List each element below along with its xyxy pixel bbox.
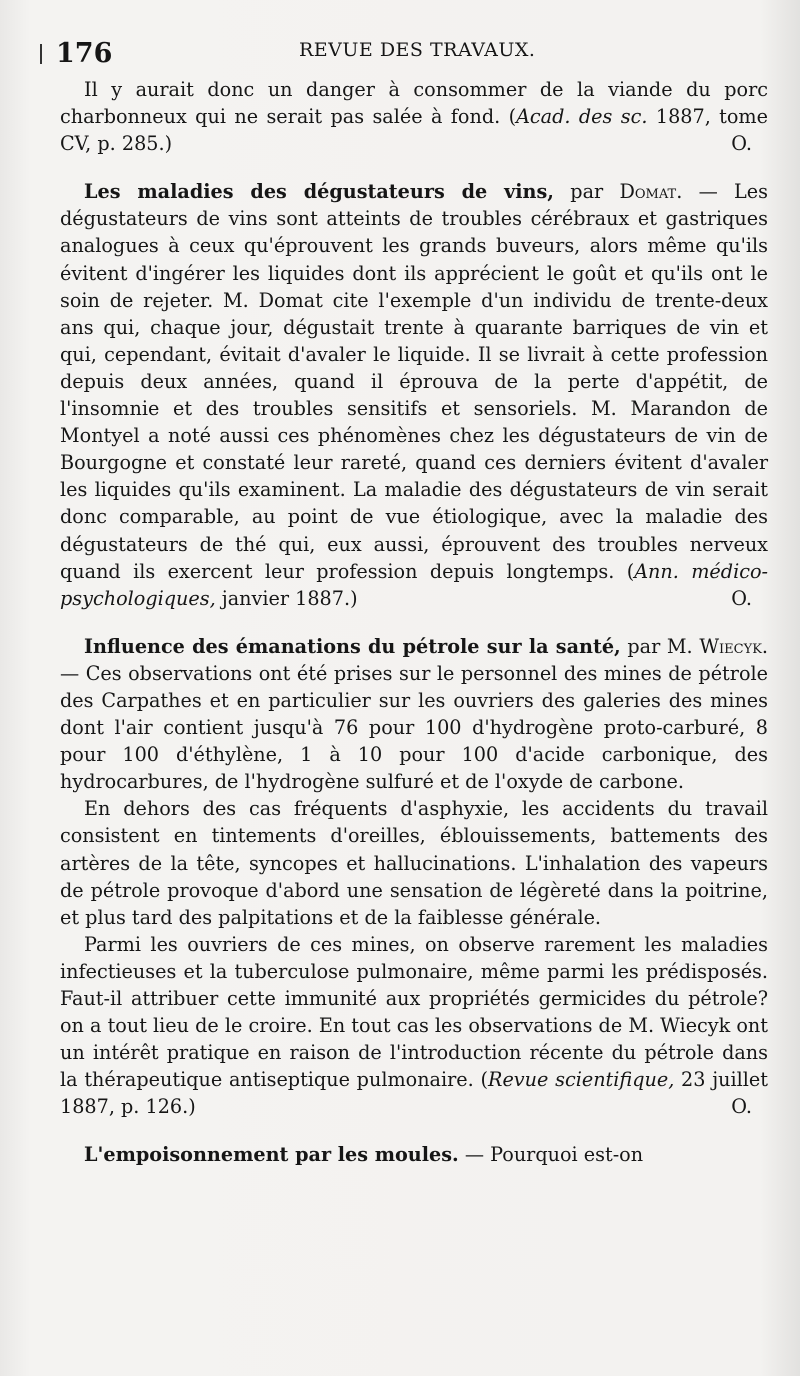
- citation-source: Acad. des sc.: [516, 105, 648, 129]
- paragraph-petrole: Influence des émanations du pétrole sur la santé, par M. Wiecyk. — Ces observations ont été prises sur le personnel des mines de pétrole des Carpathes et en particulier sur les ouvriers des galeries des mines dont l'air contient jusqu'à 76 pour 100 d'hydrogène proto-carburé, 8 pour 100 d'éthylène, 1 à 10 pour 100 d'acide carbonique, des hydrocarbures, de l'hydrogène sulfuré et de l'oxyde de carbone.: [60, 634, 769, 794]
- section-heading: L'empoisonnement par les moules.: [84, 1143, 459, 1167]
- running-title: REVUE DES TRAVAUX.: [299, 39, 536, 61]
- page-number: 176: [56, 38, 113, 69]
- author-name: Domat: [619, 180, 677, 204]
- author-initial: O.: [731, 1095, 752, 1119]
- paragraph-porc-charbonneux: Il y aurait donc un danger à consommer de la viande du porc charbonneux qui ne serait pas salée à fond. (Acad. des sc. 1887, tome CV, p. 285.) O.: [60, 76, 768, 157]
- author-name: Wiecyk: [699, 634, 762, 658]
- section-heading: Influence des émanations du pétrole sur la santé,: [84, 634, 621, 658]
- citation-source: Revue scientifique,: [488, 1068, 675, 1092]
- article-body: [60, 76, 768, 1169]
- paragraph-accidents: En dehors des cas fréquents d'asphyxie, les accidents du travail consistent en tintements d'oreilles, éblouissements, battements des artères de la tête, syncopes et hallucinations. L'inhalation des vapeurs de pétrole provoque d'abord une sensation de légèreté dans la poitrine, et plus tard des palpitations et de la faiblesse générale.: [60, 797, 768, 929]
- author-initial: O.: [731, 132, 752, 156]
- paragraph-degustateurs: Les maladies des dégustateurs de vins, par Domat. — Les dégustateurs de vins sont atteints de troubles cérébraux et gastriques analogues à ceux qu'éprouvent les grands buveurs, alors même qu'ils évitent d'ingérer les liquides dont ils apprécient le goût et qu'ils ont le soin de rejeter. M. Domat cite l'exemple d'un individu de trente-deux ans qui, chaque jour, dégustait trente à quarante barriques de vin et qui, cependant, évitait d'avaler le liquide. Il se livrait à cette profession depuis deux années, quand il éprouva de la perte d'appétit, de l'insomnie et des troubles sensitifs et sensoriels. M. Marandon de Montyel a noté aussi ces phénomènes chez les dégustateurs de vin de Bourgogne et constaté leur rareté, quand ces derniers évitent d'avaler les liquides qu'ils examinent. La maladie des dégustateurs de vin serait donc comparable, au point de vue étiologique, avec la maladie des dégustateurs de thé qui, eux aussi, éprouvent des troubles nerveux quand ils exercent leur profession depuis longtemps. (Ann. médico-psychologiques, janvier 1887.) O.: [60, 178, 768, 612]
- page-header: [56, 38, 768, 72]
- author-initial: O.: [731, 586, 752, 610]
- paragraph-immunite: Parmi les ouvriers de ces mines, on observe rarement les maladies infectieuses et la tuberculose pulmonaire, même parmi les prédisposés. Faut-il attribuer cette immunité aux propriétés germicides du pétrole? on a tout lieu de le croire. En tout cas les observations de M. Wiecyk ont un intérêt pratique en raison de l'introduction récente du pétrole dans la thérapeutique antiseptique pulmonaire. (Revue scientifique, 23 juillet 1887, p. 126.) O.: [60, 931, 768, 1121]
- paragraph-moules: L'empoisonnement par les moules. — Pourquoi est-on: [84, 1143, 644, 1167]
- margin-rule: [40, 44, 42, 64]
- section-heading: Les maladies des dégustateurs de vins,: [84, 180, 554, 204]
- citation-source: Ann. médico-psychologiques,: [60, 559, 768, 610]
